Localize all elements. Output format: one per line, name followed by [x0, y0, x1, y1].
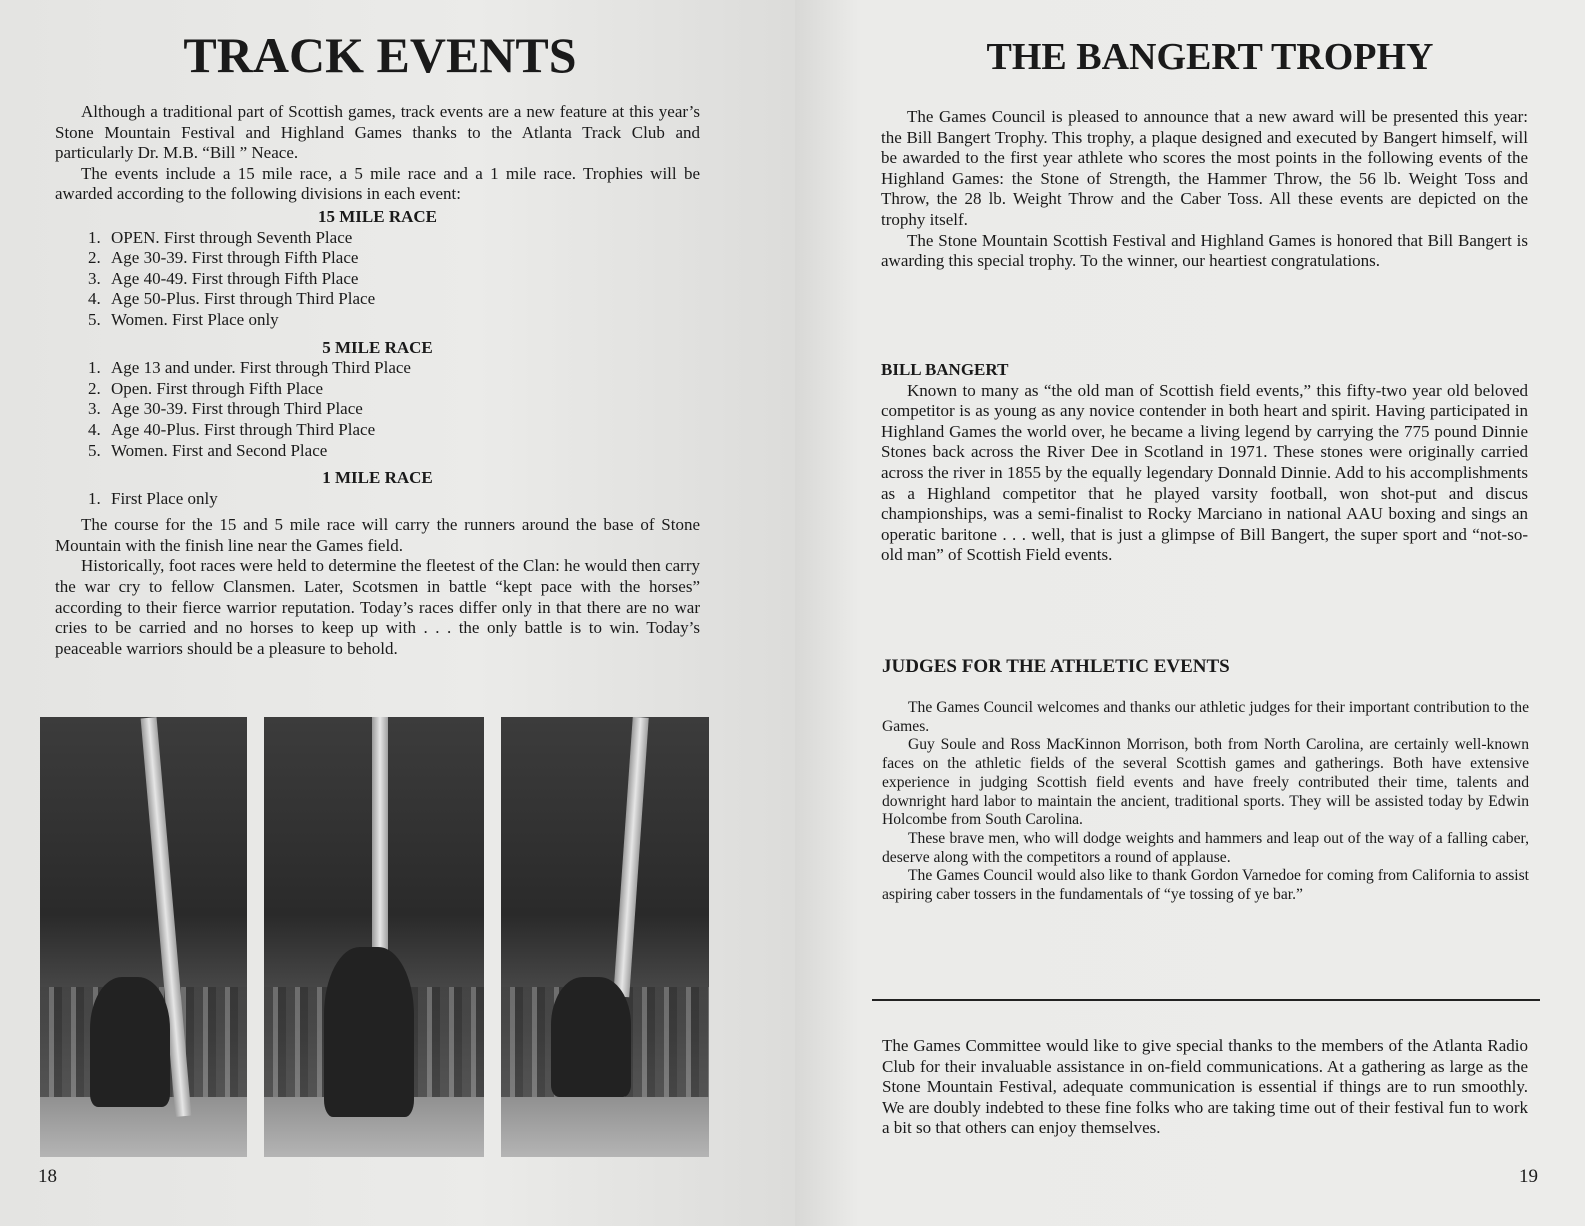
caber-toss-photo-1	[40, 717, 247, 1157]
paragraph: These brave men, who will dodge weights and hammers and leap out of the way of a falling caber, deserve along with the competitors a round of applause.	[882, 829, 1529, 866]
list-item: 1. OPEN. First through Seventh Place	[105, 228, 700, 249]
trophy-article	[881, 107, 1528, 272]
division-list	[55, 489, 700, 510]
divider	[872, 999, 1540, 1001]
caber-toss-photo-2	[264, 717, 484, 1157]
paragraph: The Stone Mountain Scottish Festival and Highland Games is honored that Bill Bangert is awarding this special trophy. To the winner, our heartiest congratulations.	[881, 230, 1528, 271]
page-title: TRACK EVENTS	[183, 27, 577, 83]
paragraph: The Games Council welcomes and thanks our athletic judges for their important contribution to the Games.	[882, 699, 1529, 735]
race-heading: 15 MILE RACE	[317, 206, 437, 226]
list-item: 2. Open. First through Fifth Place	[105, 379, 700, 400]
paragraph: Historically, foot races were held to determine the fleetest of the Clan: he would then carry the war cry to fellow Clansmen. Later, Scotsmen in battle “kept pace with the horses” according to their fierce warrior reputation. Today’s races differ only in that there are no war cries to be carried and no horses to keep up with . . . the only battle is to win. Today’s peaceable warriors should be a pleasure to behold.	[55, 556, 700, 658]
list-item: 2. Age 30-39. First through Fifth Place	[105, 248, 700, 269]
page-number: 18	[38, 1166, 57, 1187]
list-item: 4. Age 50-Plus. First through Third Place	[105, 289, 700, 310]
section-heading: BILL BANGERT	[881, 360, 1009, 379]
paragraph: Known to many as “the old man of Scottish field events,” this fifty-two year old beloved competitor is as young as any novice contender in both heart and spirit. Having participated in Highland Games the world over, he became a living legend by carrying the 775 pound Dinnie Stones back across the River Dee in Scotland in 1971. These stones were originally carried across the river in 1855 by the equally legendary Donnald Dinnie. Add to his accomplishments as a Highland competitor that he played varsity football, won shot-put and discus championships, was a semi-finalist to Rocky Marciano in national AAU boxing and sings an operatic baritone . . . well, that is just a glimpse of Bill Bangert, the super sport and “not-so-old man” of Scottish Field events.	[881, 380, 1528, 565]
race-section	[55, 207, 700, 509]
paragraph: The Games Committee would like to give special thanks to the members of the Atlanta Radio Club for their invaluable assistance in on-field communications. At a gathering as large as the Stone Mountain Festival, adequate communication is essential if things are to run smoothly. We are doubly indebted to these fine folks who are taking time out of their festival fun to work a bit so that others can enjoy themselves.	[882, 1036, 1528, 1138]
paragraph: The Games Council would also like to thank Gordon Varnedoe for coming from California to assist aspiring caber tossers in the fundamentals of “ye tossing of ye bar.”	[882, 867, 1529, 904]
caber-toss-photo-3	[501, 717, 709, 1157]
section-heading: JUDGES FOR THE ATHLETIC EVENTS	[882, 656, 1230, 677]
paragraph: The events include a 15 mile race, a 5 mile race and a 1 mile race. Trophies will be awarded according to the following divisions in each event:	[55, 163, 700, 204]
radio-club-note	[882, 1036, 1528, 1139]
page-number: 19	[1519, 1166, 1538, 1187]
bangert-article	[881, 360, 1528, 566]
paragraph: The course for the 15 and 5 mile race will carry the runners around the base of Stone Mountain with the finish line near the Games field.	[55, 515, 700, 555]
paragraph: The Games Council is pleased to announce that a new award will be presented this year: the Bill Bangert Trophy. This trophy, a plaque designed and executed by Bangert himself, will be awarded to the first year athlete who scores the most points in the following events of the Highland Games: the Stone of Strength, the Hammer Throw, the 56 lb. Weight Toss and Throw, the 28 lb. Weight Throw and the Caber Toss. All these events are depicted on the trophy itself.	[881, 107, 1528, 229]
list-item: 4. Age 40-Plus. First through Third Place	[105, 420, 700, 441]
list-item: 1. First Place only	[105, 489, 700, 510]
division-list	[55, 358, 700, 461]
paragraph: Guy Soule and Ross MacKinnon Morrison, both from North Carolina, are certainly well-known faces on the athletic fields of the several Scottish games and gatherings. Both have extensive experience in judging Scottish field events and have freely contributed their time, talents and downright hard labor to maintain the ancient, traditional sports. They will be assisted today by Edwin Holcombe from South Carolina.	[882, 736, 1529, 829]
list-item: 3. Age 30-39. First through Third Place	[105, 399, 700, 420]
list-item: 3. Age 40-49. First through Fifth Place	[105, 269, 700, 290]
race-heading: 1 MILE RACE	[322, 468, 433, 488]
race-heading: 5 MILE RACE	[322, 337, 433, 357]
page-title: THE BANGERT TROPHY	[986, 36, 1434, 78]
list-item: 1. Age 13 and under. First through Third Place	[105, 358, 700, 379]
list-item: 5. Women. First and Second Place	[105, 441, 700, 462]
judges-article	[882, 699, 1529, 905]
right-page	[795, 0, 1585, 1226]
list-item: 5. Women. First Place only	[105, 310, 700, 331]
division-list	[55, 228, 700, 331]
paragraph: Although a traditional part of Scottish games, track events are a new feature at this year’s Stone Mountain Festival and Highland Games thanks to the Atlanta Track Club and particularly Dr. M.B. “Bill ” Neace.	[55, 102, 700, 163]
track-events-article	[55, 102, 700, 659]
